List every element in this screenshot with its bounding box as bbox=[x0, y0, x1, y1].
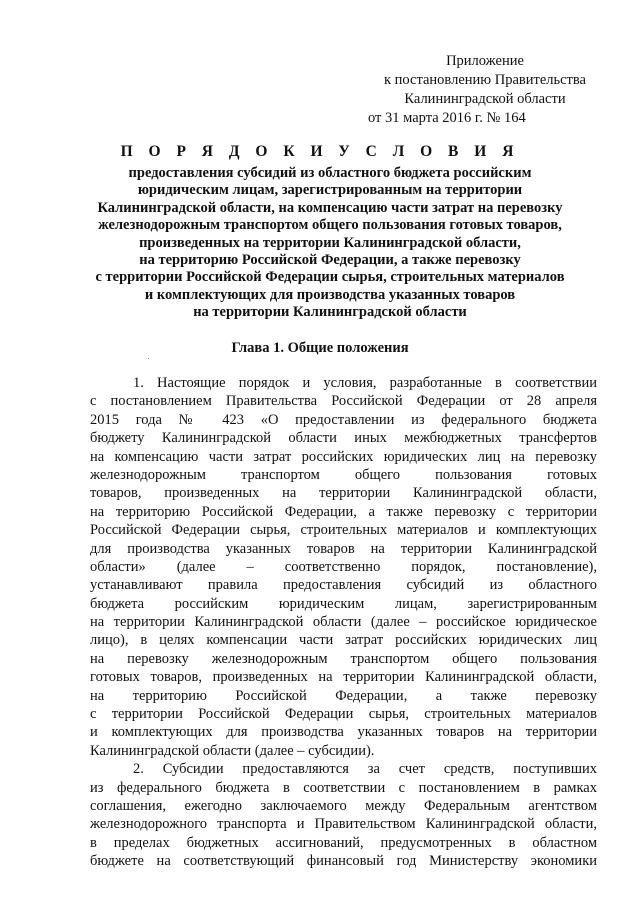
body-line: на территорию Российской Федерации, а также перевозку с территории bbox=[90, 503, 597, 520]
appendix-label: Приложение bbox=[446, 53, 524, 69]
body-line: на компенсацию части затрат российских юридических лиц на перевозку bbox=[90, 448, 597, 465]
body-line: 2015 года № 423 «О предоставлении из федерального бюджета bbox=[90, 411, 597, 428]
subtitle-line: на территорию Российской Федерации, а также перевозку bbox=[139, 252, 521, 269]
body-line: на территории Калининградской области (далее – российское юридическое bbox=[90, 614, 597, 631]
body-line: бюджете на соответствующий финансовый год Министерству экономики bbox=[90, 853, 597, 870]
body-line: железнодорожного транспорта и Правительством Калининградской области, bbox=[90, 816, 597, 833]
appendix-date: от 31 марта 2016 г. № 164 bbox=[368, 110, 526, 126]
body-line: из федерального бюджета в соответствии с постановлением в рамках bbox=[90, 779, 597, 796]
body-line: Калининградской области (далее – субсидии). bbox=[90, 742, 375, 759]
subtitle-line: Калининградской области, на компенсацию части затрат на перевозку bbox=[97, 199, 563, 216]
document-subtitle bbox=[70, 165, 590, 322]
body-line: для производства указанных товаров на территории Калининградской bbox=[90, 540, 597, 557]
appendix-region: Калининградской области bbox=[404, 91, 566, 107]
body-line: соглашения, ежегодно заключаемого между Федеральным агентством bbox=[90, 797, 597, 814]
subtitle-line: на территории Калининградской области bbox=[193, 304, 467, 321]
subtitle-line: железнодорожным транспортом общего пользования готовых товаров, bbox=[98, 217, 562, 234]
body-line: и комплектующих для производства указанных товаров на территории bbox=[90, 724, 597, 741]
scan-dot bbox=[148, 358, 149, 359]
body-line: 1. Настоящие порядок и условия, разработанные в соответствии bbox=[133, 375, 597, 391]
body-line: с территории Российской Федерации сырья, строительных материалов bbox=[90, 706, 597, 723]
body-line: лицо), в целях компенсации части затрат российских юридических лиц bbox=[90, 632, 597, 649]
subtitle-line: юридическим лицам, зарегистрированным на территории bbox=[137, 182, 523, 199]
body-line: на перевозку железнодорожным транспортом общего пользования bbox=[90, 650, 597, 667]
subtitle-line: произведенных на территории Калининградской области, bbox=[139, 234, 521, 251]
body-line: в пределах бюджетных ассигнований, предусмотренных в областном bbox=[90, 834, 597, 851]
body-line: Российской Федерации сырья, строительных материалов и комплектующих bbox=[90, 522, 597, 539]
subtitle-line: и комплектующих для производства указанных товаров bbox=[144, 286, 516, 303]
document-title: П О Р Я Д О К И У С Л О В И Я bbox=[120, 143, 520, 160]
subtitle-line: с территории Российской Федерации сырья, строительных материалов bbox=[95, 269, 565, 286]
body-line: 2. Субсидии предоставляются за счет средств, поступивших bbox=[133, 761, 597, 778]
body-line: товаров, произведенных на территории Калининградской области, bbox=[90, 485, 597, 502]
body-line: железнодорожным транспортом общего пользования готовых bbox=[90, 466, 597, 483]
body-line: с постановлением Правительства Российской Федерации от 28 апреля bbox=[90, 393, 597, 410]
body-line: устанавливают правила предоставления субсидий из областного bbox=[90, 577, 597, 594]
body-line: бюджету Калининградской области иных межбюджетных трансфертов bbox=[90, 430, 597, 447]
body-line: бюджета российским юридическим лицам, зарегистрированным bbox=[90, 595, 597, 612]
chapter-heading: Глава 1. Общие положения bbox=[231, 340, 409, 356]
appendix-resolution: к постановлению Правительства bbox=[384, 72, 586, 88]
subtitle-line: предоставления субсидий из областного бюджета российским bbox=[128, 165, 532, 181]
body-line: на территорию Российской Федерации, а также перевозку bbox=[90, 687, 597, 704]
body-line: готовых товаров, произведенных на территории Калининградской области, bbox=[90, 669, 597, 686]
body-text bbox=[90, 374, 597, 871]
appendix-block bbox=[360, 52, 610, 128]
body-line: области» (далее – соответственно порядок, постановление), bbox=[90, 558, 597, 575]
